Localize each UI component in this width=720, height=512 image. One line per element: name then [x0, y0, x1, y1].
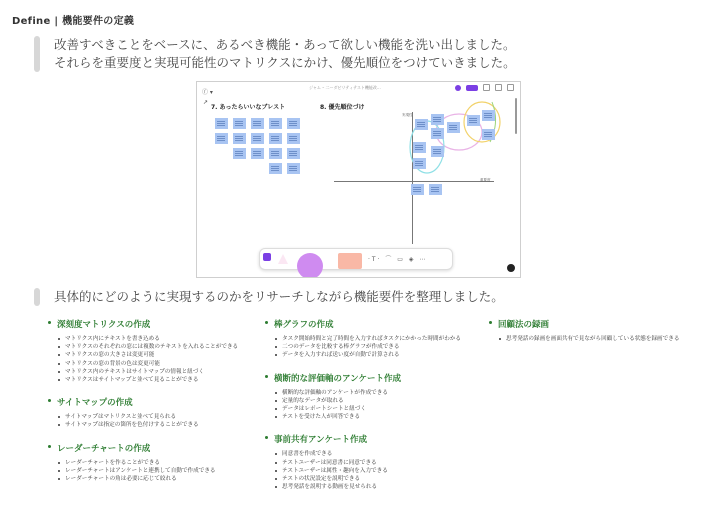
- marker-tool-icon: [278, 254, 288, 264]
- sticky-note: [482, 110, 495, 121]
- sticky-note: [251, 118, 264, 129]
- list-item: マトリクス内にテキストを書き込める: [57, 335, 262, 343]
- section-title: レーダーチャートの作成: [47, 442, 262, 454]
- list-item: マトリクスの窓の大きさは変更可能: [57, 351, 262, 359]
- whiteboard-screenshot: [196, 81, 521, 278]
- help-icon: [507, 264, 515, 272]
- research-lead: [34, 288, 504, 306]
- requirement-section: [47, 442, 262, 484]
- list-item: 二つのデータを比較する棒グラフが作成できる: [274, 343, 486, 351]
- lead-line-1: 改善すべきことをベースに、あるべき機能・あって欲しい機能を洗い出しました。: [54, 37, 516, 52]
- sticky-note: [429, 184, 442, 195]
- list-item: 横断的な評価軸のアンケートが作成できる: [274, 389, 486, 397]
- timer-icon: [495, 84, 502, 91]
- cursor-icon: ↗: [203, 99, 209, 106]
- shape-tool-icon: [297, 253, 323, 278]
- board-left-title: 7. あったらいいなブレスト: [211, 104, 286, 111]
- avatar: [455, 85, 461, 91]
- list-item: テストを受けた人が回答できる: [274, 413, 486, 421]
- sticky-note: [269, 133, 282, 144]
- requirement-section: [47, 318, 262, 384]
- requirement-section: [264, 433, 486, 491]
- sticky-note: [431, 128, 444, 139]
- section-title: 棒グラフの作成: [264, 318, 486, 330]
- sticky-note: [467, 115, 480, 126]
- list-item: マトリクスのそれぞれの窓には複数のテキストを入れることができる: [57, 343, 262, 351]
- sticky-note: [413, 158, 426, 169]
- sticky-note: [413, 142, 426, 153]
- sticky-note: [251, 133, 264, 144]
- requirement-section: [488, 318, 713, 343]
- sticky-note: [233, 148, 246, 159]
- list-item: マトリクスの窓の背景の色は変更可能: [57, 360, 262, 368]
- requirements-column-2: [264, 318, 486, 503]
- list-item: データを入力すれば送い度が自動で計算される: [274, 351, 486, 359]
- menu-icon: ⓕ ▾: [202, 89, 213, 96]
- list-item: データはレポートシートと紐づく: [274, 405, 486, 413]
- sticky-note: [431, 114, 444, 125]
- axis-y-label: 実現性: [402, 113, 413, 117]
- sticky-tool-icon: [338, 253, 362, 269]
- list-item: テストの状況設定を説明できる: [274, 475, 486, 483]
- sticky-note: [251, 148, 264, 159]
- chat-icon: [483, 84, 490, 91]
- list-item: 同意書を作成できる: [274, 450, 486, 458]
- requirement-section: [264, 318, 486, 360]
- list-item: マトリクス内のテキストはサイトマップの情報と紐づく: [57, 368, 262, 376]
- lead-accent-bar: [34, 36, 40, 72]
- sticky-note: [482, 129, 495, 140]
- list-item: マトリクスはサイトマップと並べて見ることができる: [57, 376, 262, 384]
- sticky-note: [287, 163, 300, 174]
- sticky-note: [415, 119, 428, 130]
- intro-lead: [34, 36, 516, 72]
- requirement-section: [264, 372, 486, 422]
- requirements-column-1: [47, 318, 262, 495]
- top-toolbar: [455, 84, 514, 91]
- list-item: テストユーザーは同意書に同意できる: [274, 459, 486, 467]
- sticky-note: [233, 133, 246, 144]
- sticky-note: [215, 118, 228, 129]
- list-item: レーダーチャートを作ることができる: [57, 459, 262, 467]
- share-button: [466, 85, 478, 91]
- sticky-note: [269, 148, 282, 159]
- requirements-column-3: [488, 318, 713, 355]
- board-right-title: 8. 優先順位づけ: [320, 104, 365, 111]
- list-item: 思考発話の録画を画面共有で見ながら回顧している状態を録画できる: [498, 335, 713, 343]
- list-item: 思考発話を説明する動画を見せられる: [274, 483, 486, 491]
- scrollbar: [515, 98, 517, 134]
- page-title: Define | 機能要件の定義: [12, 16, 135, 27]
- sticky-note: [287, 133, 300, 144]
- sticky-note: [287, 118, 300, 129]
- list-item: テストユーザーは属性・趣向を入力できる: [274, 467, 486, 475]
- lead-line: 具体的にどのように実現するのかをリサーチしながら機能要件を整理しました。: [54, 289, 504, 304]
- list-item: サイトマップは指定の箇所を色付けすることができる: [57, 421, 262, 429]
- lead-accent-bar: [34, 288, 40, 306]
- section-title: 回顧法の録画: [488, 318, 713, 330]
- list-item: レーダーチャートはアンケートと連携して自動で作成できる: [57, 467, 262, 475]
- sticky-note: [233, 118, 246, 129]
- sticky-note: [269, 118, 282, 129]
- bottom-toolbar: [259, 248, 453, 270]
- text-tools-icon: ·T· ⌒ ▭ ◈ ⋯: [368, 256, 428, 263]
- more-icon: [507, 84, 514, 91]
- section-title: 横断的な評価軸のアンケート作成: [264, 372, 486, 384]
- list-item: タスク開始時間と完了時間を入力すればタスクにかかった時間がわかる: [274, 335, 486, 343]
- section-title: サイトマップの作成: [47, 396, 262, 408]
- sticky-note: [411, 184, 424, 195]
- requirement-section: [47, 396, 262, 429]
- app-title: ジャム – 二ーダビリティテスト機能改...: [309, 85, 381, 90]
- list-item: レーダーチャートの角は必要に応じて絞れる: [57, 475, 262, 483]
- section-title: 深刻度マトリクスの作成: [47, 318, 262, 330]
- list-item: サイトマップはマトリクスと並べて見られる: [57, 413, 262, 421]
- list-item: 定量的なデータが取れる: [274, 397, 486, 405]
- sticky-note: [431, 146, 444, 157]
- sticky-note: [287, 148, 300, 159]
- sticky-note: [269, 163, 282, 174]
- pen-tool-icon: [263, 253, 271, 261]
- sticky-note: [215, 133, 228, 144]
- lead-line-2: それらを重要度と実現可能性のマトリクスにかけ、優先順位をつけていきました。: [54, 55, 516, 70]
- sticky-note: [447, 122, 460, 133]
- section-title: 事前共有アンケート作成: [264, 433, 486, 445]
- axis-x-label: 重要度: [480, 178, 491, 182]
